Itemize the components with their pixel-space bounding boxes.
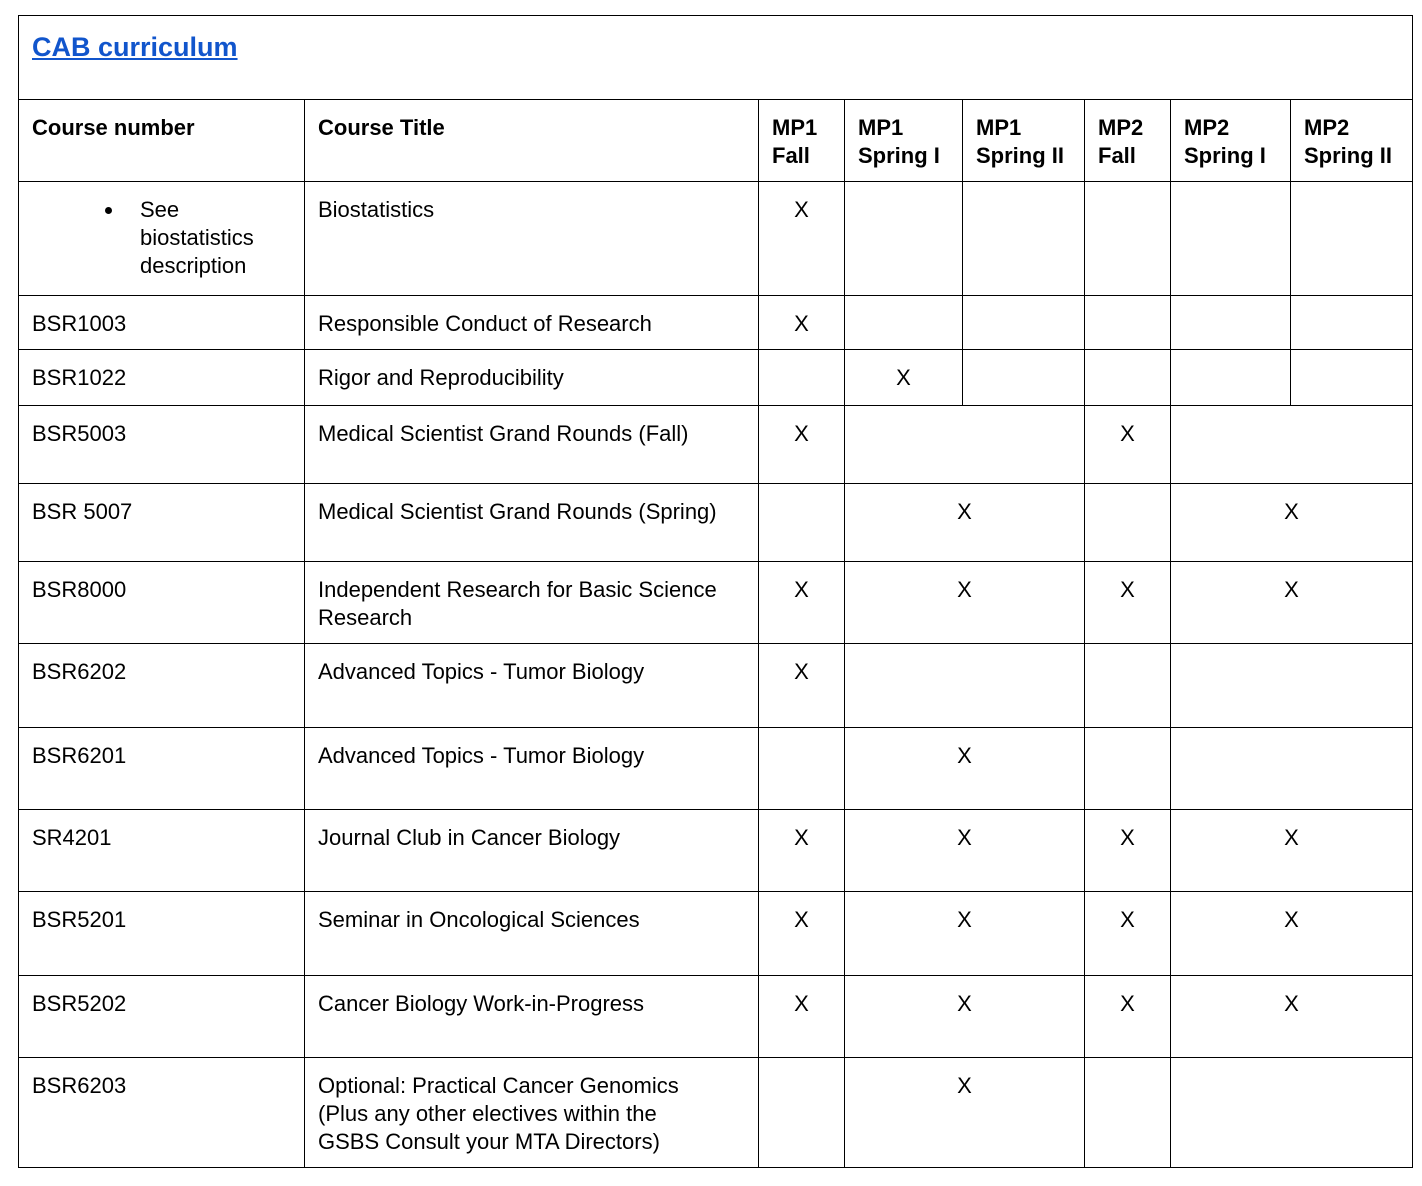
mark-cell: X [759, 976, 845, 1058]
empty-cell [1085, 644, 1171, 728]
header-mp2-fall: MP2 Fall [1085, 100, 1171, 182]
empty-cell [759, 1058, 845, 1168]
mark-cell: X [845, 350, 963, 406]
mark-cell: X [1171, 976, 1413, 1058]
table-row [19, 892, 1413, 976]
course-number-cell: BSR8000 [19, 562, 305, 644]
empty-cell [1085, 728, 1171, 810]
table-row [19, 644, 1413, 728]
empty-cell [1171, 406, 1413, 484]
course-number-cell: BSR 5007 [19, 484, 305, 562]
mark-cell: X [1171, 892, 1413, 976]
mark-cell: X [1171, 562, 1413, 644]
bullet-list [32, 196, 291, 280]
table-row [19, 296, 1413, 350]
empty-cell [845, 644, 1085, 728]
header-mp1-fall: MP1 Fall [759, 100, 845, 182]
empty-cell [963, 182, 1085, 296]
empty-cell [1291, 182, 1413, 296]
mark-cell: X [845, 562, 1085, 644]
empty-cell [963, 350, 1085, 406]
empty-cell [1291, 296, 1413, 350]
mark-cell: X [759, 182, 845, 296]
empty-cell [759, 484, 845, 562]
empty-cell [1085, 182, 1171, 296]
header-mp2-spring-1: MP2 Spring I [1171, 100, 1291, 182]
mark-cell: X [1171, 810, 1413, 892]
empty-cell [1171, 296, 1291, 350]
header-mp1-spring-1: MP1 Spring I [845, 100, 963, 182]
curriculum-table [18, 15, 1413, 1168]
header-course-title: Course Title [305, 100, 759, 182]
mark-cell: X [845, 892, 1085, 976]
bullet-item: • See biostatistics description [125, 196, 291, 280]
header-mp2-spring-2: MP2 Spring II [1291, 100, 1413, 182]
empty-cell [1291, 350, 1413, 406]
course-title-cell: Rigor and Reproducibility [305, 350, 759, 406]
course-title-cell: Advanced Topics - Tumor Biology [305, 728, 759, 810]
mark-cell: X [845, 976, 1085, 1058]
course-title-cell: Medical Scientist Grand Rounds (Spring) [305, 484, 759, 562]
mark-cell: X [759, 296, 845, 350]
table-row [19, 350, 1413, 406]
course-title-cell: Optional: Practical Cancer Genomics (Plus any other electives within the GSBS Consult your MTA Directors) [305, 1058, 759, 1168]
empty-cell [1085, 296, 1171, 350]
course-number-cell [19, 182, 305, 296]
empty-cell [759, 728, 845, 810]
course-number-cell: BSR5201 [19, 892, 305, 976]
mark-cell: X [759, 810, 845, 892]
table-row [19, 182, 1413, 296]
empty-cell [759, 350, 845, 406]
course-number-cell: BSR5202 [19, 976, 305, 1058]
table-row [19, 728, 1413, 810]
course-title-cell: Biostatistics [305, 182, 759, 296]
course-number-cell: BSR6203 [19, 1058, 305, 1168]
empty-cell [845, 182, 963, 296]
empty-cell [1171, 644, 1413, 728]
course-number-cell: BSR5003 [19, 406, 305, 484]
course-title-cell: Medical Scientist Grand Rounds (Fall) [305, 406, 759, 484]
mark-cell: X [759, 406, 845, 484]
mark-cell: X [1085, 562, 1171, 644]
table-row [19, 1058, 1413, 1168]
course-title-cell: Advanced Topics - Tumor Biology [305, 644, 759, 728]
table-row [19, 976, 1413, 1058]
title-row [19, 16, 1413, 100]
course-number-cell: BSR1022 [19, 350, 305, 406]
empty-cell [1171, 350, 1291, 406]
table-row [19, 562, 1413, 644]
header-course-number: Course number [19, 100, 305, 182]
mark-cell: X [845, 810, 1085, 892]
mark-cell: X [845, 484, 1085, 562]
empty-cell [1171, 728, 1413, 810]
course-number-cell: BSR1003 [19, 296, 305, 350]
table-row [19, 810, 1413, 892]
mark-cell: X [1085, 976, 1171, 1058]
cab-curriculum-link[interactable]: CAB curriculum [32, 32, 238, 62]
header-row [19, 100, 1413, 182]
mark-cell: X [759, 892, 845, 976]
empty-cell [845, 296, 963, 350]
table-row [19, 484, 1413, 562]
table-row [19, 406, 1413, 484]
mark-cell: X [1085, 892, 1171, 976]
mark-cell: X [759, 562, 845, 644]
empty-cell [963, 296, 1085, 350]
title-cell [19, 16, 1413, 100]
course-number-cell: SR4201 [19, 810, 305, 892]
empty-cell [1171, 182, 1291, 296]
mark-cell: X [1085, 406, 1171, 484]
empty-cell [1085, 350, 1171, 406]
course-title-cell: Cancer Biology Work-in-Progress [305, 976, 759, 1058]
course-title-cell: Independent Research for Basic Science Research [305, 562, 759, 644]
course-number-cell: BSR6202 [19, 644, 305, 728]
course-title-cell: Seminar in Oncological Sciences [305, 892, 759, 976]
mark-cell: X [1171, 484, 1413, 562]
header-mp1-spring-2: MP1 Spring II [963, 100, 1085, 182]
course-number-cell: BSR6201 [19, 728, 305, 810]
mark-cell: X [845, 728, 1085, 810]
empty-cell [1085, 484, 1171, 562]
empty-cell [1171, 1058, 1413, 1168]
empty-cell [845, 406, 1085, 484]
mark-cell: X [759, 644, 845, 728]
mark-cell: X [845, 1058, 1085, 1168]
course-title-cell: Journal Club in Cancer Biology [305, 810, 759, 892]
empty-cell [1085, 1058, 1171, 1168]
mark-cell: X [1085, 810, 1171, 892]
course-title-cell: Responsible Conduct of Research [305, 296, 759, 350]
